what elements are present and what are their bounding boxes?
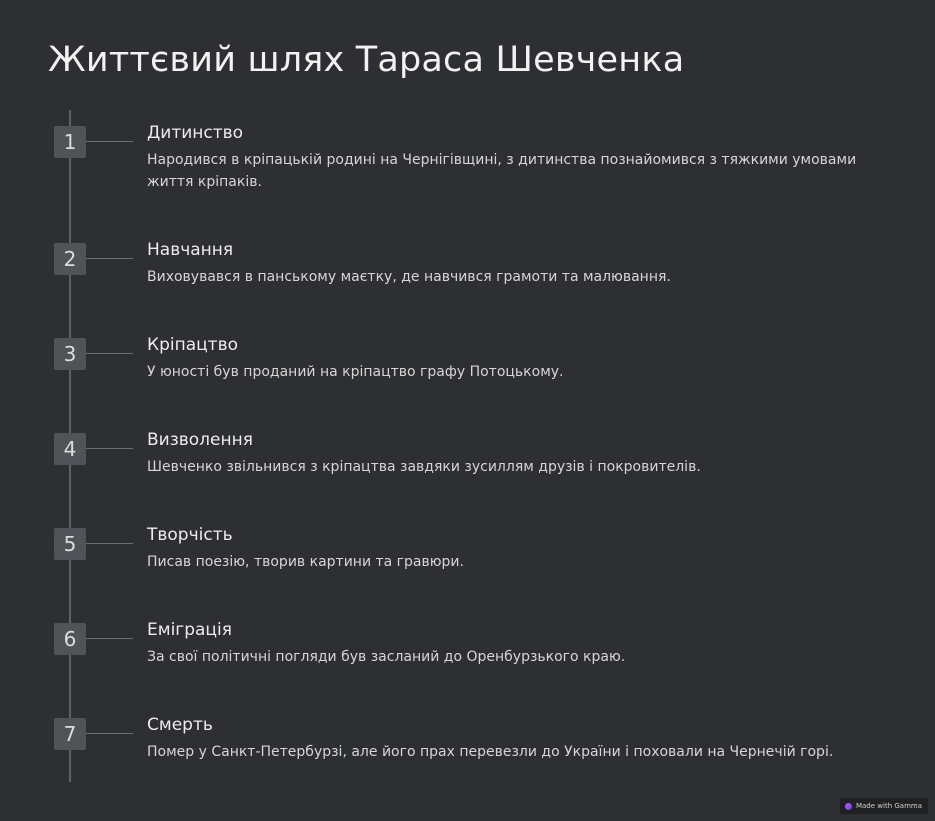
step-connector <box>86 448 133 449</box>
step-description: Виховувався в панському маєтку, де навчився грамоти та малювання. <box>147 269 671 285</box>
step-title: Творчість <box>147 525 233 545</box>
step-description: Шевченко звільнився з кріпацтва завдяки зусиллям друзів і покровителів. <box>147 459 701 475</box>
step-description: Писав поезію, творив картини та гравюри. <box>147 554 464 570</box>
step-number: 4 <box>54 433 86 465</box>
step-number: 1 <box>54 126 86 158</box>
step-number: 6 <box>54 623 86 655</box>
page-title: Життєвий шлях Тараса Шевченка <box>48 40 685 80</box>
step-title: Дитинство <box>147 123 244 143</box>
step-number: 7 <box>54 718 86 750</box>
step-title: Кріпацтво <box>147 335 239 355</box>
step-number: 2 <box>54 243 86 275</box>
step-connector <box>86 638 133 639</box>
step-connector <box>86 258 133 259</box>
step-connector <box>86 353 133 354</box>
step-connector <box>86 543 133 544</box>
made-with-gamma-badge[interactable] <box>840 798 928 814</box>
step-title: Навчання <box>147 240 234 260</box>
badge-label: Made with Gamma <box>855 802 922 810</box>
step-title: Визволення <box>147 430 253 450</box>
gamma-logo-icon <box>845 803 852 810</box>
step-connector <box>86 141 133 142</box>
step-description: У юності був проданий на кріпацтво графу Потоцькому. <box>147 364 564 380</box>
step-title: Смерть <box>147 715 213 735</box>
step-description: Помер у Санкт-Петербурзі, але його прах перевезли до України і поховали на Чернечій горі. <box>147 744 834 760</box>
step-description: Народився в кріпацькій родині на Чернігівщині, з дитинства познайомився з тяжкими умовами життя кріпаків. <box>147 152 857 190</box>
step-connector <box>86 733 133 734</box>
step-description: За свої політичні погляди був засланий до Оренбурзького краю. <box>147 649 626 665</box>
step-number: 3 <box>54 338 86 370</box>
step-title: Еміграція <box>147 620 232 640</box>
step-number: 5 <box>54 528 86 560</box>
